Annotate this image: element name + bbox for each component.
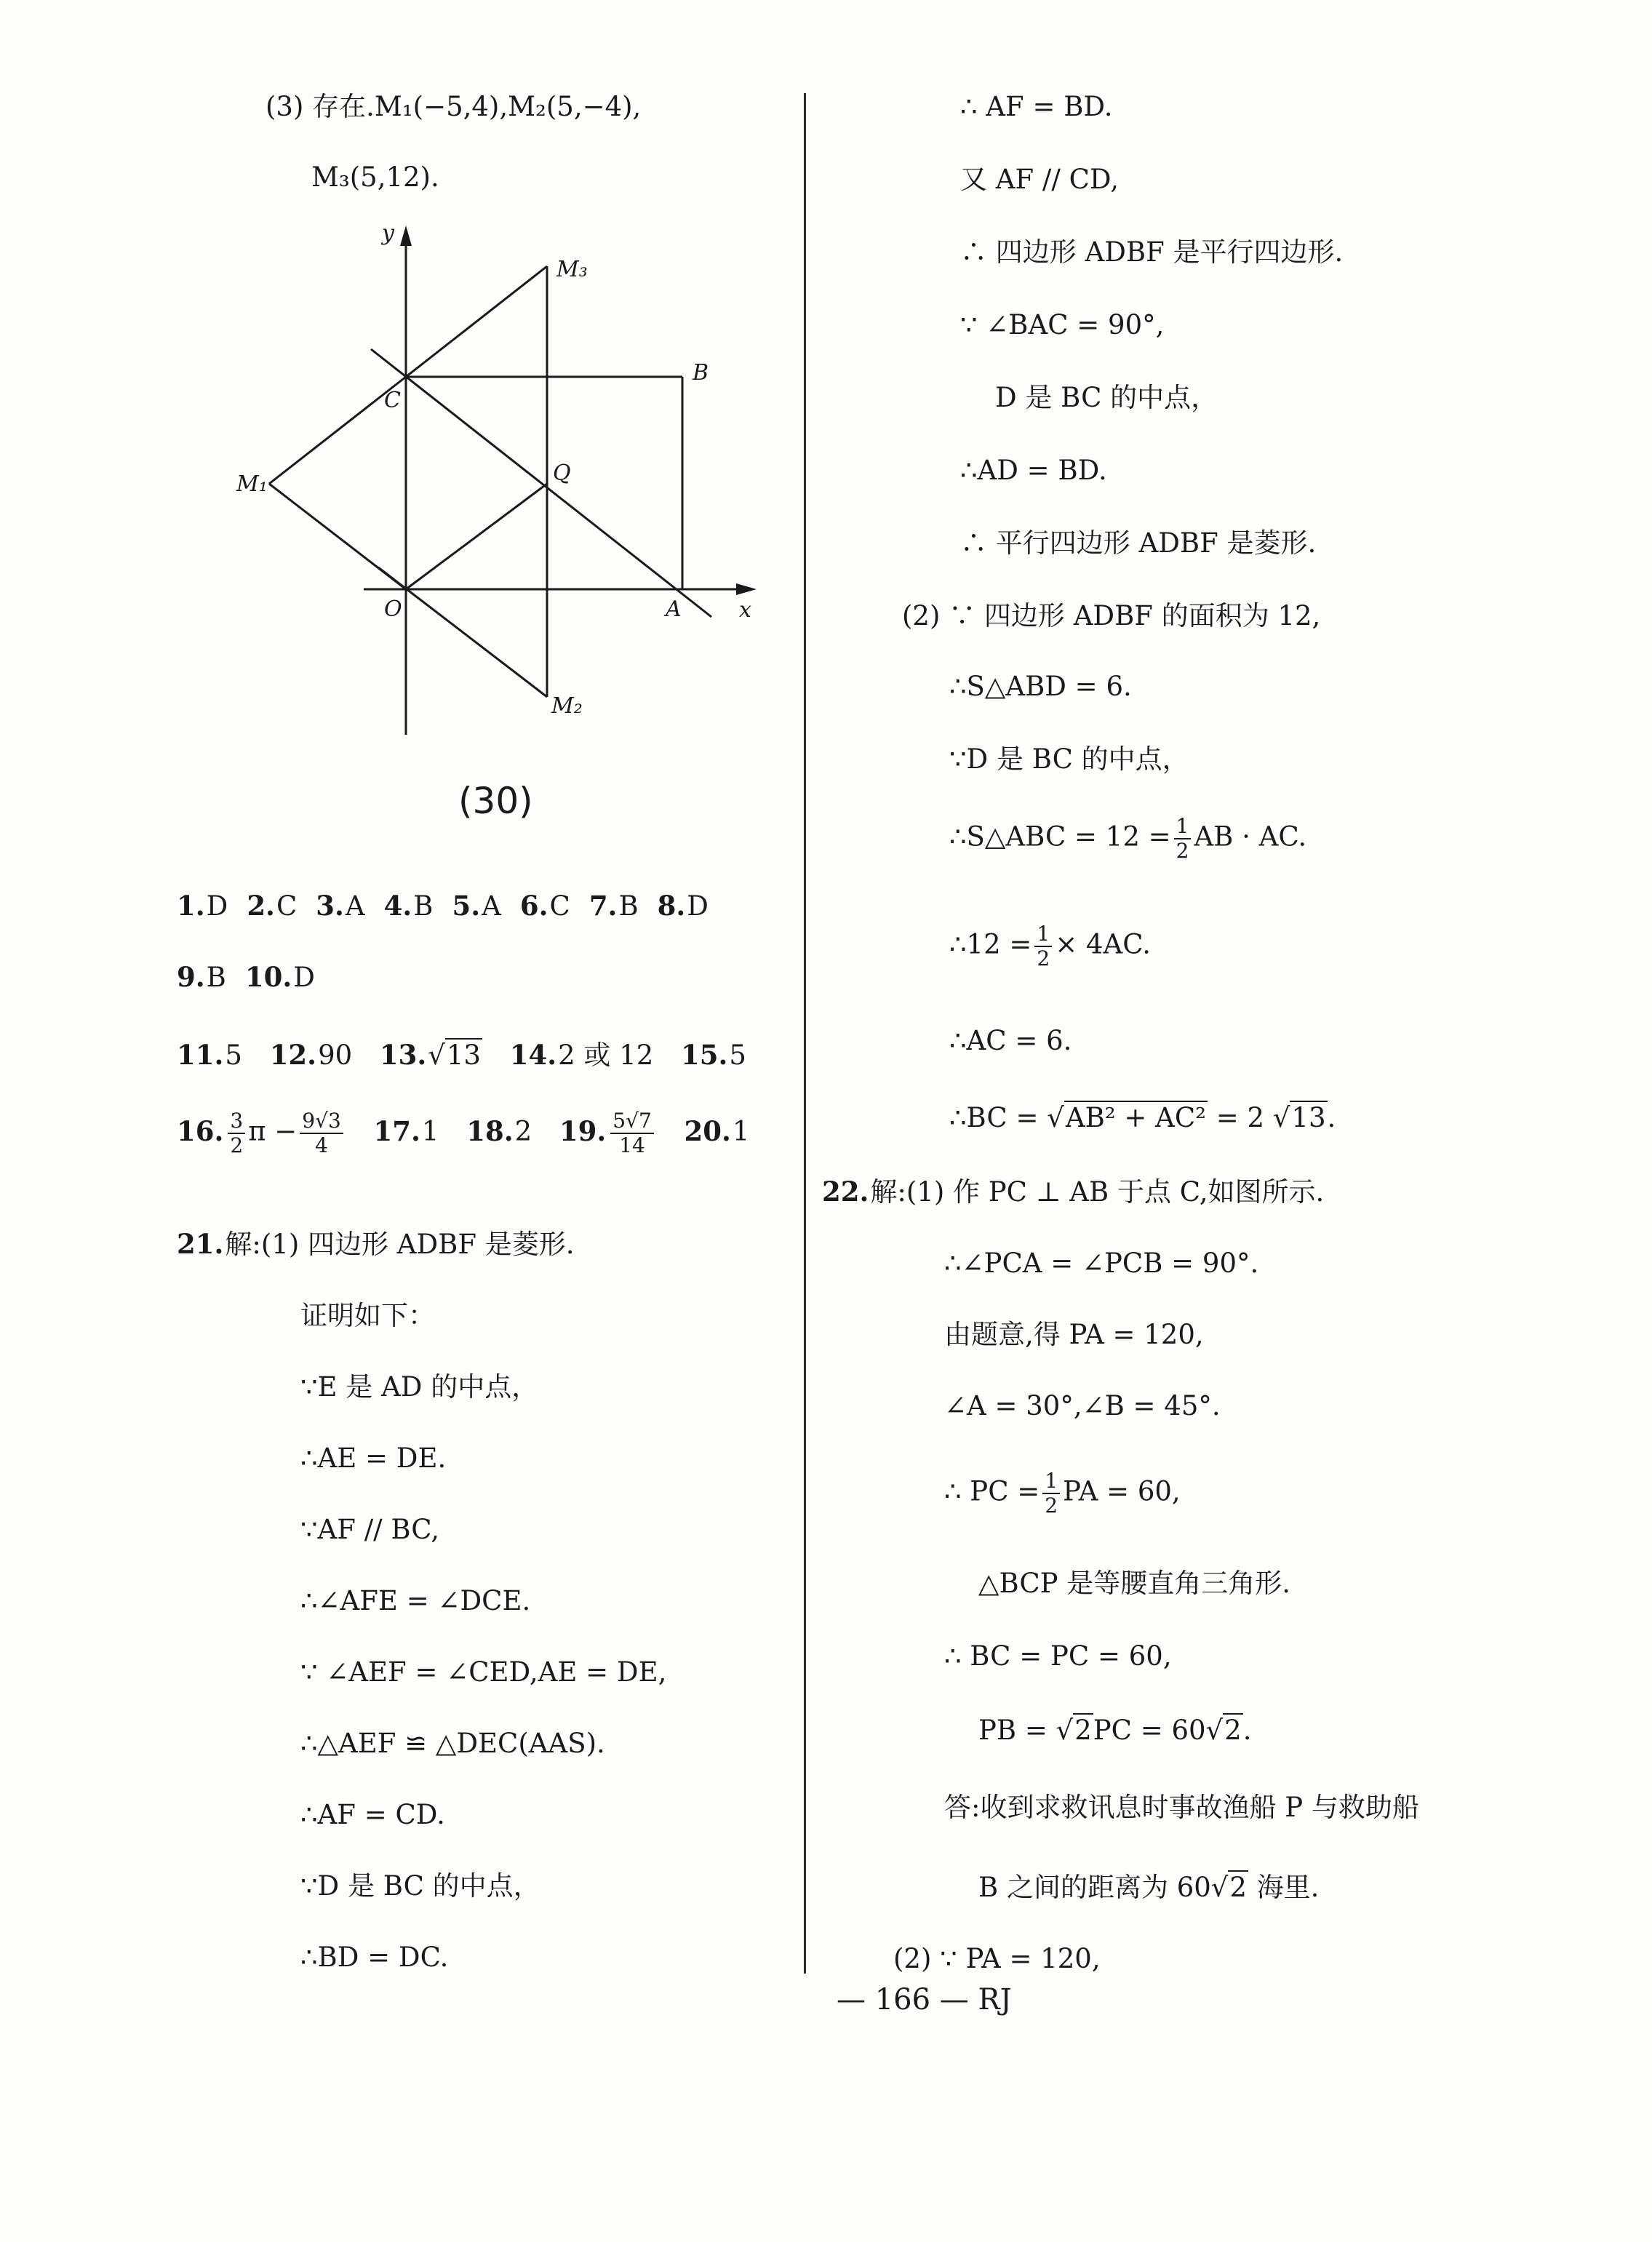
answer-value: C xyxy=(276,890,298,922)
label-y: y xyxy=(382,220,394,246)
right-line: ∴ 四边形 ADBF 是平行四边形. xyxy=(960,236,1344,268)
q21-line: ∵AF // BC, xyxy=(300,1514,440,1545)
q3-line1: (3) 存在.M₁(−5,4),M₂(5,−4), xyxy=(266,91,642,122)
y-axis-arrow xyxy=(400,226,412,246)
a19-num: 19. xyxy=(559,1114,607,1147)
answer-value: C xyxy=(549,890,570,922)
q21-line: ∴△AEF ≌ △DEC(AAS). xyxy=(300,1728,605,1759)
q22-line: ∠A = 30°,∠B = 45°. xyxy=(944,1390,1221,1421)
q21-line: ∵ ∠AEF = ∠CED,AE = DE, xyxy=(300,1656,667,1688)
answer-num: 5. xyxy=(452,890,481,922)
line-o-m2 xyxy=(378,567,547,697)
x-axis-arrow xyxy=(736,583,757,595)
answer-num: 10. xyxy=(244,961,292,993)
q21-line: 证明如下： xyxy=(300,1300,435,1331)
q22-line-pb: PB = √2PC = 60√2. xyxy=(978,1715,1252,1746)
label-m3: M₃ xyxy=(556,257,588,282)
q22-pc-frac: $\frac{1}{2}$ xyxy=(1042,1469,1060,1517)
column-divider xyxy=(804,93,806,1974)
a20: 1 xyxy=(732,1115,750,1147)
a19-frac: $\frac{5√7}{14}$ xyxy=(610,1109,653,1157)
a17-num: 17. xyxy=(373,1114,420,1147)
right-line: D 是 BC 的中点， xyxy=(995,382,1218,413)
answer-row-4 xyxy=(177,1109,749,1157)
eq-12: ∴12 = $\frac{1}{2}$ × 4AC. xyxy=(949,922,1151,971)
eq-12-frac: $\frac{1}{2}$ xyxy=(1034,922,1052,970)
q21-line: ∵D 是 BC 的中点， xyxy=(300,1870,540,1902)
q22-line-answer: B 之间的距离为 60√2 海里. xyxy=(978,1872,1320,1903)
answer-num: 7. xyxy=(588,890,618,922)
answer-value: D xyxy=(293,962,315,993)
eq-area: ∴S△ABC = 12 = $\frac{1}{2}$ AB · AC. xyxy=(949,814,1307,863)
a11: 5 xyxy=(225,1040,242,1071)
a13-num: 13. xyxy=(379,1039,427,1071)
label-b: B xyxy=(693,360,709,386)
q22-heading: 22.解:(1) 作 PC ⊥ AB 于点 C,如图所示. xyxy=(822,1176,1325,1208)
q22-pb-radical: √2 xyxy=(1056,1715,1092,1746)
q21-line: ∴BD = DC. xyxy=(300,1942,449,1973)
label-a: A xyxy=(666,597,682,622)
q22-line: ∴∠PCA = ∠PCB = 90°. xyxy=(944,1248,1259,1279)
answer-num: 4. xyxy=(383,890,412,922)
answer-value: A xyxy=(345,890,365,922)
page-footer: — 166 — RJ xyxy=(837,1983,1012,2016)
right-line: ∵ ∠BAC = 90°, xyxy=(960,309,1165,340)
label-m1: M₁ xyxy=(236,471,268,497)
a17: 1 xyxy=(421,1115,439,1147)
right-line: ∴ AF = BD. xyxy=(960,91,1113,122)
eq-area-frac: $\frac{1}{2}$ xyxy=(1174,815,1192,863)
label-q: Q xyxy=(553,460,571,486)
right-line: ∴ 平行四边形 ADBF 是菱形. xyxy=(960,527,1317,559)
eq-bc-radical: √AB² + AC² xyxy=(1047,1102,1206,1133)
q22-answer-radical: √2 xyxy=(1210,1872,1247,1903)
a12: 90 xyxy=(318,1040,353,1071)
a11-num: 11. xyxy=(177,1039,224,1071)
answer-num: 2. xyxy=(247,890,275,922)
answer-value: A xyxy=(482,890,501,922)
a16-frac1: $\frac{3}{2}$ xyxy=(228,1109,245,1157)
a16-frac2: $\frac{9√3}{4}$ xyxy=(300,1109,343,1157)
a18: 2 xyxy=(514,1115,532,1147)
label-c: C xyxy=(384,388,401,413)
right-line: ∴S△ABD = 6. xyxy=(949,671,1132,702)
q22-line: 由题意,得 PA = 120, xyxy=(944,1319,1204,1350)
label-m2: M₂ xyxy=(551,693,583,719)
q22-line: △BCP 是等腰直角三角形. xyxy=(978,1568,1291,1599)
answer-row-3 xyxy=(177,1039,746,1071)
label-x: x xyxy=(739,597,751,623)
eq-ac: ∴AC = 6. xyxy=(949,1025,1072,1056)
line-o-q xyxy=(406,484,547,589)
answer-value: B xyxy=(413,890,434,922)
q22-line: (2) ∵ PA = 120, xyxy=(893,1943,1101,1974)
coordinate-figure xyxy=(226,211,778,764)
eq-bc-radical2: √13 xyxy=(1272,1102,1326,1133)
q21-line: ∵E 是 AD 的中点， xyxy=(300,1371,539,1403)
answer-num: 8. xyxy=(657,890,686,922)
q22-line: 答:收到求救讯息时事故渔船 P 与救助船 xyxy=(944,1792,1419,1823)
a20-num: 20. xyxy=(684,1114,731,1147)
answer-value: B xyxy=(618,890,639,922)
right-line: 又 AF // CD, xyxy=(960,164,1120,195)
answer-num: 3. xyxy=(316,890,344,922)
a13-radical: √13 xyxy=(428,1040,481,1071)
a16-num: 16. xyxy=(177,1114,224,1147)
right-line: (2) ∵ 四边形 ADBF 的面积为 12, xyxy=(902,600,1321,631)
a15: 5 xyxy=(729,1040,746,1071)
right-line: ∴AD = BD. xyxy=(960,455,1107,486)
a18-num: 18. xyxy=(466,1114,514,1147)
answer-num: 6. xyxy=(519,890,548,922)
q3-line2: M₃(5,12). xyxy=(311,161,439,193)
a16-mid: π − xyxy=(248,1115,298,1147)
a14: 2 或 12 xyxy=(558,1040,654,1071)
answer-value: D xyxy=(687,890,709,922)
q22-line-pc: ∴ PC = $\frac{1}{2}$ PA = 60, xyxy=(944,1469,1181,1518)
label-o: O xyxy=(384,597,402,622)
answer-row-1 xyxy=(177,890,709,922)
answer-num: 9. xyxy=(177,961,205,993)
q21-line: ∴∠AFE = ∠DCE. xyxy=(300,1585,531,1616)
section-title: (30) xyxy=(458,780,533,822)
line-c-m3 xyxy=(406,266,547,377)
q21-heading: 21.解:(1) 四边形 ADBF 是菱形. xyxy=(177,1228,575,1260)
q22-line: ∴ BC = PC = 60, xyxy=(944,1640,1172,1672)
answer-row-2 xyxy=(177,961,315,993)
q21-line: ∴AF = CD. xyxy=(300,1799,445,1830)
answer-value: B xyxy=(206,962,226,993)
q21-line: ∴AE = DE. xyxy=(300,1443,447,1474)
a14-num: 14. xyxy=(509,1039,557,1071)
answer-num: 1. xyxy=(177,890,205,922)
answer-value: D xyxy=(206,890,228,922)
q22-pb-radical2: √2 xyxy=(1205,1715,1242,1746)
right-line: ∵D 是 BC 的中点， xyxy=(949,743,1189,775)
a12-num: 12. xyxy=(269,1039,317,1071)
eq-bc: ∴BC = √AB² + AC² = 2 √13. xyxy=(949,1102,1336,1133)
a15-num: 15. xyxy=(681,1039,728,1071)
